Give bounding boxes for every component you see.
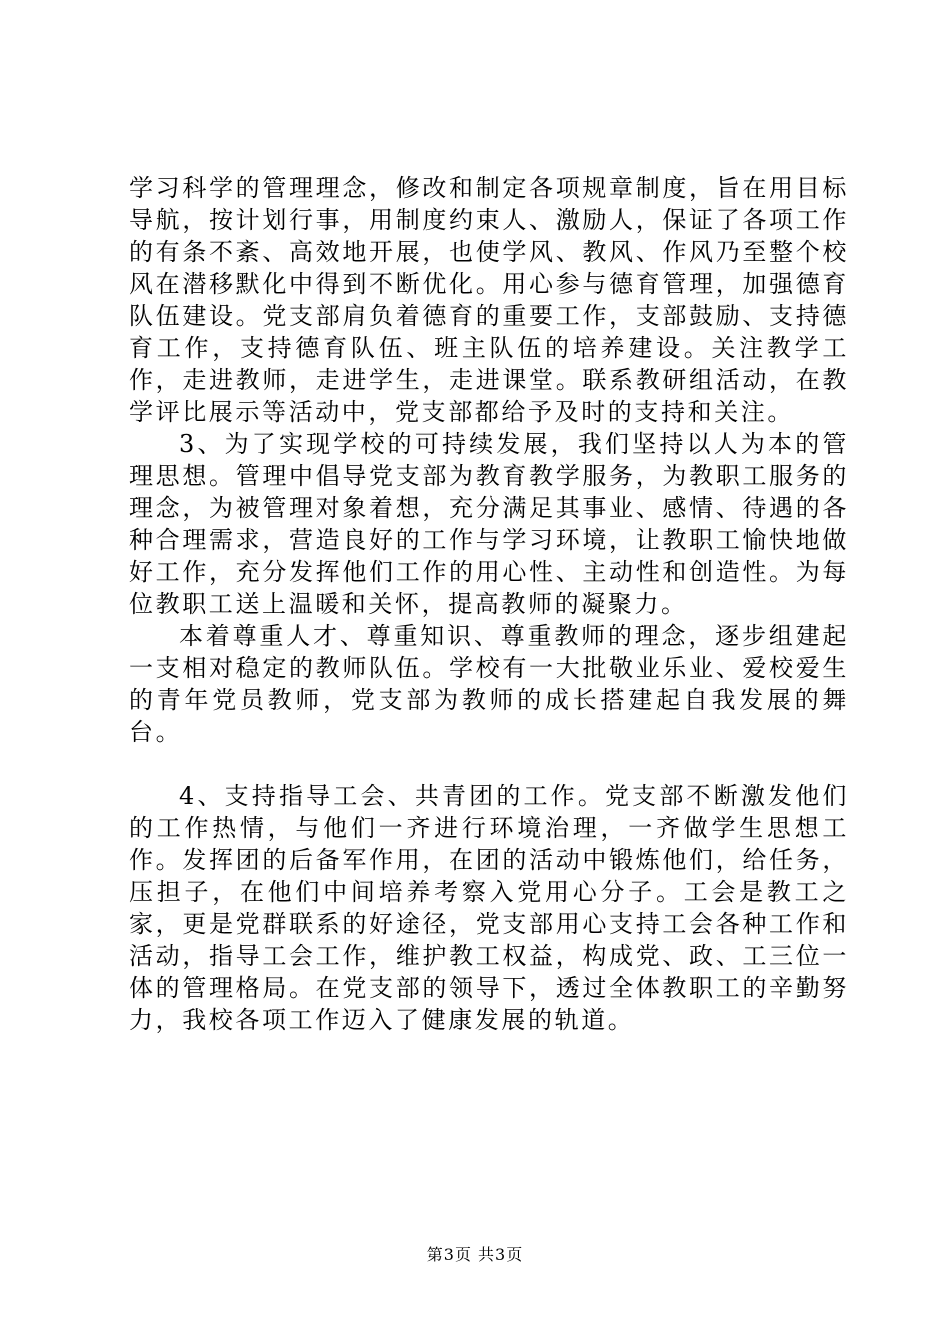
paragraph-management-concepts: 学习科学的管理理念，修改和制定各项规章制度，旨在用目标导航，按计划行事，用制度约束人、激励人，保证了各项工作的有条不紊、高效地开展，也使学风、教风、作风乃至整个校风在潜移默化中得到不断优化。用心参与德育管理，加强德育队伍建设。党支部肩负着德育的重要工作，支部鼓励、支持德育工作，支持德育队伍、班主队伍的培养建设。关注教学工作，走进教师，走进学生，走进课堂。联系教研组活动，在教学评比展示等活动中，党支部都给予及时的支持和关注。 — [129, 174, 849, 426]
paragraph-people-oriented: 3、为了实现学校的可持续发展，我们坚持以人为本的管理思想。管理中倡导党支部为教育教学服务，为教职工服务的理念，为被管理对象着想，充分满足其事业、感情、待遇的各种合理需求，营造良好的工作与学习环境，让教职工愉快地做好工作，充分发挥他们工作的用心性、主动性和创造性。为每位教职工送上温暖和关怀，提高教师的凝聚力。 — [129, 430, 849, 618]
document-body — [129, 172, 849, 1036]
paragraph-teacher-team: 本着尊重人才、尊重知识、尊重教师的理念，逐步组建起一支相对稳定的教师队伍。学校有一大批敬业乐业、爱校爱生的青年党员教师，党支部为教师的成长搭建起自我发展的舞台。 — [129, 622, 849, 746]
page-footer: 第3页 共3页 — [426, 1245, 524, 1264]
paragraph-union-youth-league: 4、支持指导工会、共青团的工作。党支部不断激发他们的工作热情，与他们一齐进行环境治理，一齐做学生思想工作。发挥团的后备军作用，在团的活动中锻炼他们，给任务，压担子，在他们中间培养考察入党用心分子。工会是教工之家，更是党群联系的好途径，党支部用心支持工会各种工作和活动，指导工会工作，维护教工权益，构成党、政、工三位一体的管理格局。在党支部的领导下，透过全体教职工的辛勤努力，我校各项工作迈入了健康发展的轨道。 — [129, 782, 849, 1034]
